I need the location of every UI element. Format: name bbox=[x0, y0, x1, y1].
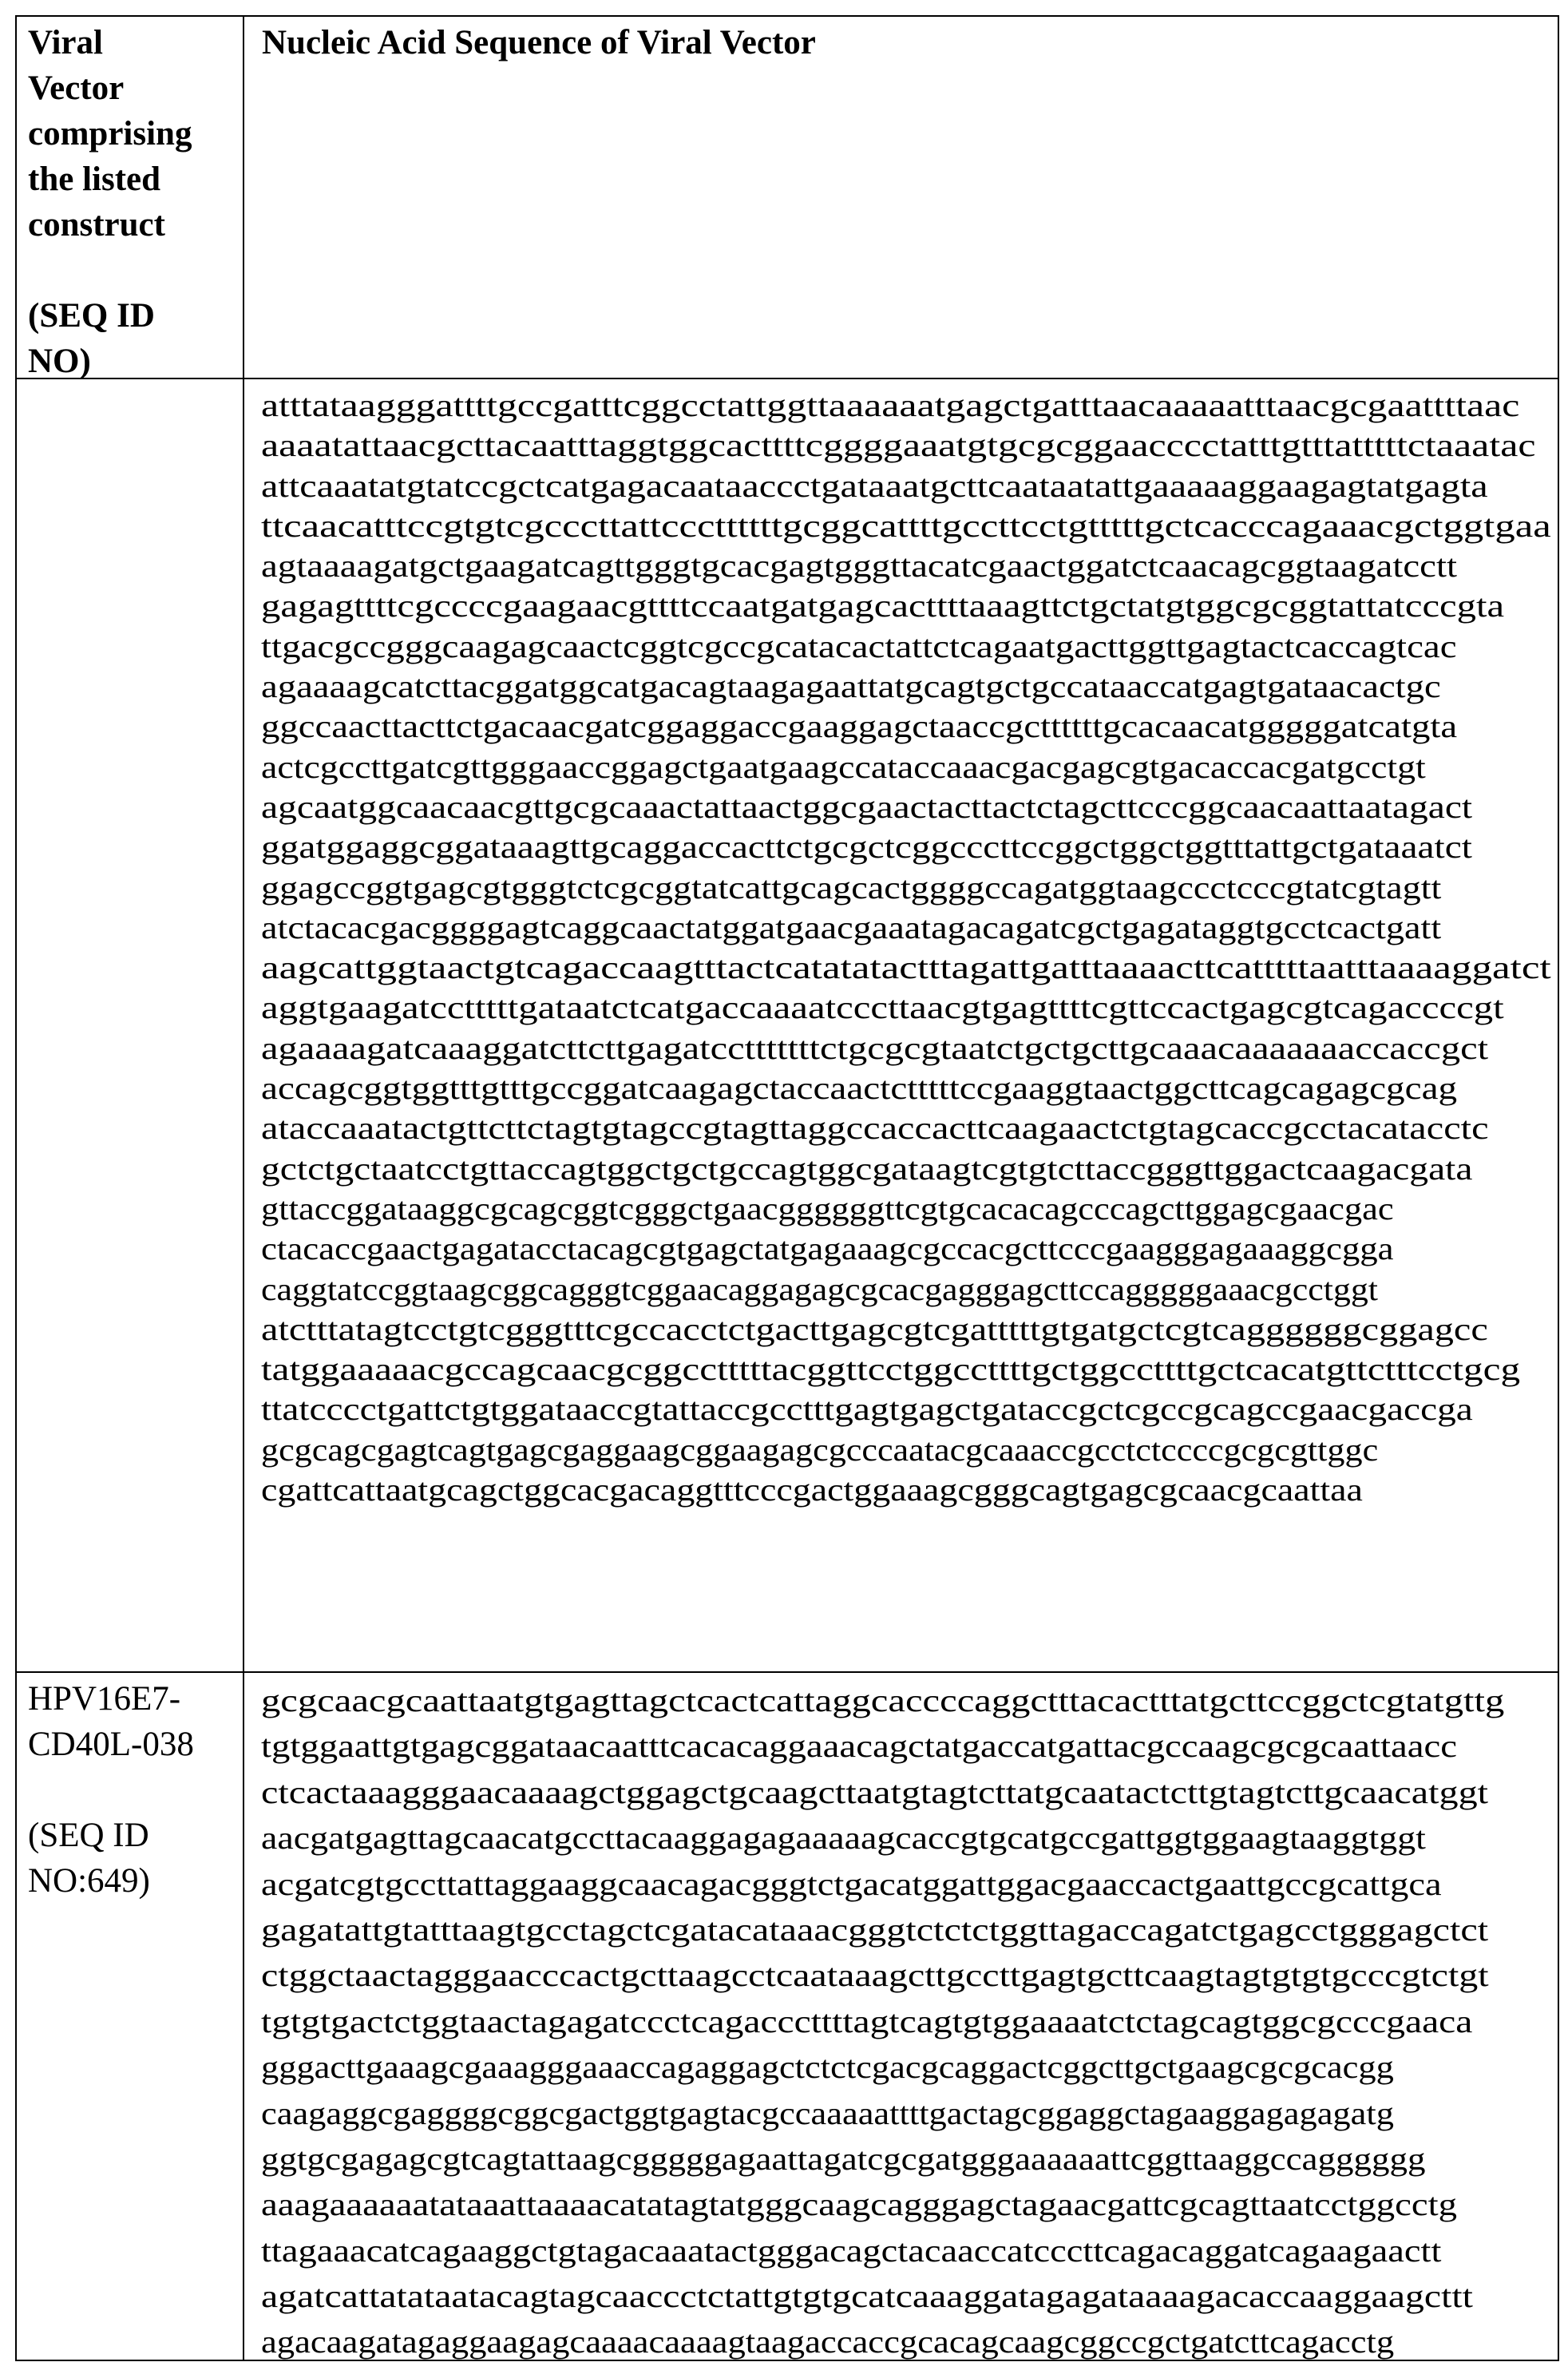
sequence-line: ataccaaatactgttcttctagtgtagccgtagttaggccaccacttcaagaactctgtagcaccgcctacatacctc bbox=[261, 1108, 1568, 1148]
sequence-line: aaagaaaaaatataaattaaaacatatagtatgggcaagcagggagctagaacgattcgcagttaatcctggcctg bbox=[261, 2182, 1568, 2227]
sequence-table bbox=[15, 15, 1559, 2361]
vector-name: CD40L-038 bbox=[28, 1722, 237, 1767]
sequence-line: ctcactaaagggaacaaaagctggagctgcaagcttaatgtagtcttatgcaatactcttgtagtcttgcaacatggt bbox=[261, 1770, 1568, 1815]
sequence-line: actcgccttgatcgttgggaaccggagctgaatgaagccataccaaacgacgagcgtgacaccacgatgcctgt bbox=[261, 747, 1568, 787]
sequence-line: aacgatgagttagcaacatgccttacaaggagagaaaaagcaccgtgcatgccgattggtggaagtaaggtggt bbox=[261, 1815, 1568, 1861]
row-2-sequence bbox=[261, 1678, 1551, 2365]
sequence-line: ctacaccgaactgagatacctacagcgtgagctatgagaaagcgccacgcttcccgaagggagaaaggcgga bbox=[261, 1229, 1568, 1269]
header-line: the listed bbox=[28, 157, 237, 202]
sequence-line: atctacacgacggggagtcaggcaactatggatgaacgaaatagacagatcgctgagataggtgcctcactgatt bbox=[261, 908, 1568, 948]
sequence-line: agaaaagcatcttacggatggcatgacagtaagagaattatgcagtgctgccataaccatgagtgataacactgc bbox=[261, 667, 1568, 707]
sequence-line: ttgacgccgggcaagagcaactcggtcgccgcatacactattctcagaatgacttggttgagtactcaccagtcac bbox=[261, 627, 1568, 667]
sequence-line: gcgcaacgcaattaatgtgagttagctcactcattaggcaccccaggctttacactttatgcttccggctcgtatgttg bbox=[261, 1678, 1568, 1723]
sequence-line: aagcattggtaactgtcagaccaagtttactcatatatactttagattgatttaaaacttcatttttaatttaaaaggatct bbox=[261, 948, 1568, 988]
header-viral-vector bbox=[28, 20, 237, 384]
sequence-line: aggtgaagatcctttttgataatctcatgaccaaaatcccttaacgtgagttttcgttccactgagcgtcagaccccgt bbox=[261, 988, 1568, 1028]
sequence-line: acgatcgtgccttattaggaaggcaacagacgggtctgacatggattggacgaaccactgaattgccgcattgca bbox=[261, 1861, 1568, 1907]
sequence-line: agacaagatagaggaagagcaaaacaaaagtaagaccaccgcacagcaagcggccgctgatcttcagacctg bbox=[261, 2319, 1568, 2364]
sequence-line: caagaggcgaggggcggcgactggtgagtacgccaaaaattttgactagcggaggctagaaggagagagatg bbox=[261, 2091, 1568, 2136]
sequence-line: tatggaaaaacgccagcaacgcggcctttttacggttcctggccttttgctggccttttgctcacatgttctttcctgcg bbox=[261, 1349, 1568, 1389]
sequence-line: attcaaatatgtatccgctcatgagacaataaccctgataaatgcttcaataatattgaaaaaggaagagtatgagta bbox=[261, 466, 1568, 506]
header-divider bbox=[17, 378, 1558, 379]
sequence-line: ttatcccctgattctgtggataaccgtattaccgcctttgagtgagctgataccgctcgccgcagccgaacgaccga bbox=[261, 1389, 1568, 1429]
seq-id: (SEQ ID bbox=[28, 1813, 237, 1858]
header-nucleic-acid-sequence: Nucleic Acid Sequence of Viral Vector bbox=[262, 20, 816, 65]
seq-id: NO:649) bbox=[28, 1858, 237, 1904]
sequence-line: gagagttttcgccccgaagaacgttttccaatgatgagcacttttaaagttctgctatgtggcgcggtattatcccgta bbox=[261, 586, 1568, 626]
row-1-sequence bbox=[261, 386, 1551, 1510]
sequence-line: ctggctaactagggaacccactgcttaagcctcaataaagcttgccttgagtgcttcaagtagtgtgtgcccgtctgt bbox=[261, 1952, 1568, 1998]
sequence-line: ggccaacttacttctgacaacgatcggaggaccgaaggagctaaccgcttttttgcacaacatgggggatcatgta bbox=[261, 707, 1568, 747]
sequence-line: atctttatagtcctgtcgggtttcgccacctctgacttgagcgtcgatttttgtgatgctcgtcaggggggcggagcc bbox=[261, 1310, 1568, 1349]
row-divider bbox=[17, 1671, 1558, 1673]
sequence-line: agtaaaagatgctgaagatcagttgggtgcacgagtgggttacatcgaactggatctcaacagcggtaagatcctt bbox=[261, 546, 1568, 586]
sequence-line: gctctgctaatcctgttaccagtggctgctgccagtggcgataagtcgtgtcttaccgggttggactcaagacgata bbox=[261, 1149, 1568, 1189]
sequence-line: agcaatggcaacaacgttgcgcaaactattaactggcgaactacttactctagcttcccggcaacaattaatagact bbox=[261, 787, 1568, 827]
sequence-line: gggacttgaaagcgaaagggaaaccagaggagctctctcgacgcaggactcggcttgctgaagcgcgcacgg bbox=[261, 2044, 1568, 2090]
header-line: (SEQ ID bbox=[28, 293, 237, 339]
row-2-label bbox=[28, 1676, 237, 1904]
sequence-line: agaaaagatcaaaggatcttcttgagatcctttttttctgcgcgtaatctgctgcttgcaaacaaaaaaaccaccgct bbox=[261, 1028, 1568, 1068]
vector-name: HPV16E7- bbox=[28, 1676, 237, 1722]
sequence-line: agatcattatataatacagtagcaaccctctattgtgtgcatcaaaggatagagataaaagacaccaaggaagcttt bbox=[261, 2273, 1568, 2319]
sequence-line: ggatggaggcggataaagttgcaggaccacttctgcgctcggcccttccggctggctggtttattgctgataaatct bbox=[261, 827, 1568, 867]
sequence-line: ggtgcgagagcgtcagtattaagcgggggagaattagatcgcgatgggaaaaaattcggttaaggccagggggg bbox=[261, 2136, 1568, 2182]
sequence-line: tgtggaattgtgagcggataacaatttcacacaggaaacagctatgaccatgattacgccaagcgcgcaattaacc bbox=[261, 1723, 1568, 1769]
header-line: Vector bbox=[28, 65, 237, 111]
sequence-line: gagatattgtatttaagtgcctagctcgatacataaacgggtctctctggttagaccagatctgagcctgggagctct bbox=[261, 1907, 1568, 1952]
header-line: Viral bbox=[28, 20, 237, 65]
header-line: NO) bbox=[28, 339, 237, 384]
sequence-line: accagcggtggtttgtttgccggatcaagagctaccaactctttttccgaaggtaactggcttcagcagagcgcag bbox=[261, 1068, 1568, 1108]
sequence-line: ttagaaacatcagaaggctgtagacaaatactgggacagctacaaccatcccttcagacaggatcagaagaactt bbox=[261, 2228, 1568, 2273]
sequence-line: cgattcattaatgcagctggcacgacaggtttcccgactggaaagcgggcagtgagcgcaacgcaattaa bbox=[261, 1470, 1568, 1510]
sequence-line: gcgcagcgagtcagtgagcgaggaagcggaagagcgcccaatacgcaaaccgcctctccccgcgcgttggc bbox=[261, 1430, 1568, 1470]
header-line: construct bbox=[28, 202, 237, 248]
sequence-line: atttataagggattttgccgatttcggcctattggttaaaaaatgagctgatttaacaaaaatttaacgcgaattttaac bbox=[261, 386, 1568, 426]
sequence-line: aaaatattaacgcttacaatttaggtggcacttttcggggaaatgtgcgcggaacccctatttgtttatttttctaaatac bbox=[261, 426, 1568, 466]
sequence-line: tgtgtgactctggtaactagagatccctcagacccttttagtcagtgtggaaaatctctagcagtggcgcccgaaca bbox=[261, 1999, 1568, 2044]
header-line: comprising bbox=[28, 111, 237, 157]
sequence-line: ggagccggtgagcgtgggtctcgcggtatcattgcagcactggggccagatggtaagccctcccgtatcgtagtt bbox=[261, 868, 1568, 908]
sequence-line: caggtatccggtaagcggcagggtcggaacaggagagcgcacgagggagcttccagggggaaacgcctggt bbox=[261, 1270, 1568, 1310]
sequence-line: ttcaacatttccgtgtcgcccttattcccttttttgcggcattttgccttcctgtttttgctcacccagaaacgctggtgaa bbox=[261, 506, 1568, 546]
column-divider bbox=[243, 17, 244, 2360]
sequence-line: gttaccggataaggcgcagcggtcgggctgaacggggggttcgtgcacacagcccagcttggagcgaacgac bbox=[261, 1189, 1568, 1229]
